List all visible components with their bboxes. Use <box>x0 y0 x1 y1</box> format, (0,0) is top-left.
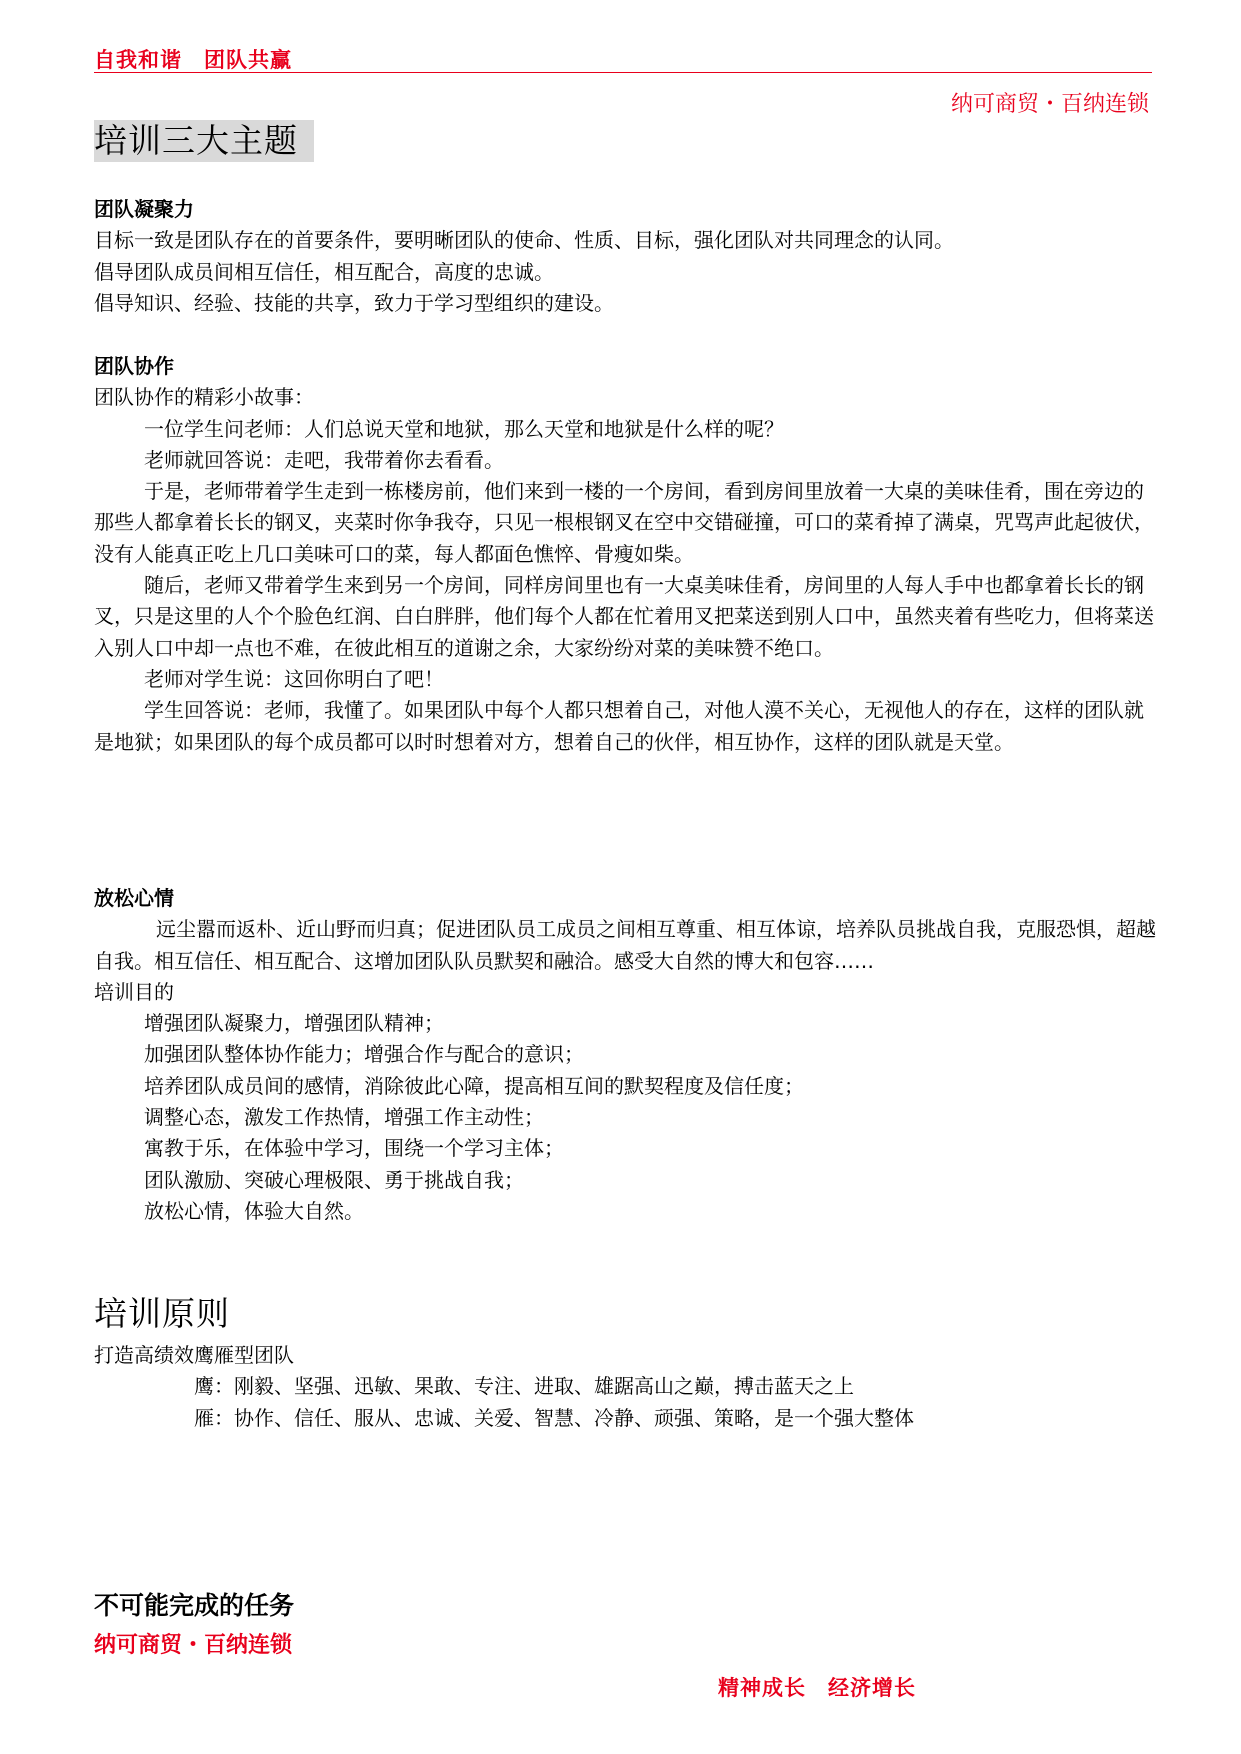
story-paragraph: 一位学生问老师：人们总说天堂和地狱，那么天堂和地狱是什么样的呢？ <box>144 416 784 441</box>
story-paragraph: 老师对学生说：这回你明白了吧！ <box>144 666 444 691</box>
footer-slogan: 精神成长 经济增长 <box>718 1676 916 1700</box>
purpose-label: 培训目的 <box>94 979 174 1004</box>
header-company: 纳可商贸・百纳连锁 <box>950 92 1149 117</box>
cohesion-section <box>94 194 1159 319</box>
section-title-principles: 培训原则 <box>94 1294 230 1333</box>
mission-impossible-title: 不可能完成的任务 <box>94 1591 295 1620</box>
bottom-company: 纳可商贸・百纳连锁 <box>94 1633 293 1658</box>
purpose-item: 加强团队整体协作能力；增强合作与配合的意识； <box>144 1042 584 1067</box>
purpose-item: 增强团队凝聚力，增强团队精神； <box>144 1011 444 1036</box>
relax-paragraph: 远尘嚣而返朴、近山野而归真；促进团队员工成员之间相互尊重、相互体谅，培养队员挑战自我，克服恐惧，超越自我。相互信任、相互配合、这增加团队队员默契和融洽。感受大自然的博大和包容…… <box>94 917 1156 973</box>
relax-heading: 放松心情 <box>94 886 174 910</box>
purpose-item: 团队激励、突破心理极限、勇于挑战自我； <box>144 1167 524 1192</box>
purpose-item: 调整心态，激发工作热情，增强工作主动性； <box>144 1105 544 1130</box>
section-title-themes: 培训三大主题 <box>94 120 314 162</box>
cohesion-line: 倡导团队成员间相互信任，相互配合，高度的忠诚。 <box>94 259 554 284</box>
story-paragraph: 于是，老师带着学生走到一栋楼房前，他们来到一楼的一个房间，看到房间里放着一大桌的美味佳肴，围在旁边的那些人都拿着长长的钢叉，夹菜时你争我夺，只见一根根钢叉在空中交错碰撞，可口的菜肴掉了满桌，咒骂声此起彼伏，没有人能真正吃上几口美味可口的菜，每人都面色憔悴、骨瘦如柴。 <box>94 479 1154 566</box>
purpose-item: 放松心情，体验大自然。 <box>144 1198 364 1223</box>
cohesion-line: 目标一致是团队存在的首要条件，要明晰团队的使命、性质、目标，强化团队对共同理念的认同。 <box>94 228 954 253</box>
cohesion-heading: 团队凝聚力 <box>94 197 194 221</box>
header-slogan: 自我和谐 团队共赢 <box>94 48 292 72</box>
principles-section <box>94 1340 1159 1434</box>
purpose-item: 培养团队成员间的感情，消除彼此心障，提高相互间的默契程度及信任度； <box>144 1073 804 1098</box>
eagle-line: 鹰：刚毅、坚强、迅敏、果敢、专注、进取、雄踞高山之巅，搏击蓝天之上 <box>194 1374 854 1399</box>
purpose-item: 寓教于乐，在体验中学习，围绕一个学习主体； <box>144 1136 564 1161</box>
goose-line: 雁：协作、信任、服从、忠诚、关爱、智慧、冷静、顽强、策略，是一个强大整体 <box>194 1405 914 1430</box>
story-paragraph: 随后，老师又带着学生来到另一个房间，同样房间里也有一大桌美味佳肴，房间里的人每人手中也都拿着长长的钢叉，只是这里的人个个脸色红润、白白胖胖，他们每个人都在忙着用叉把菜送到别人口中，虽然夹着有些吃力，但将菜送入别人口中却一点也不难，在彼此相互的道谢之余，大家纷纷对菜的美味赞不绝口。 <box>94 573 1154 660</box>
cooperation-intro: 团队协作的精彩小故事： <box>94 385 314 410</box>
story-paragraph: 学生回答说：老师，我懂了。如果团队中每个人都只想着自己，对他人漠不关心，无视他人的存在，这样的团队就是地狱；如果团队的每个成员都可以时时想着对方，想着自己的伙伴，相互协作，这样的团队就是天堂。 <box>94 698 1144 754</box>
cohesion-line: 倡导知识、经验、技能的共享，致力于学习型组织的建设。 <box>94 290 614 315</box>
principles-subtitle: 打造高绩效鹰雁型团队 <box>94 1343 294 1367</box>
cooperation-heading: 团队协作 <box>94 354 174 378</box>
story-paragraph: 老师就回答说：走吧，我带着你去看看。 <box>144 447 504 472</box>
header-divider <box>94 72 1152 73</box>
relax-section <box>94 883 1159 1227</box>
cooperation-section <box>94 351 1159 758</box>
